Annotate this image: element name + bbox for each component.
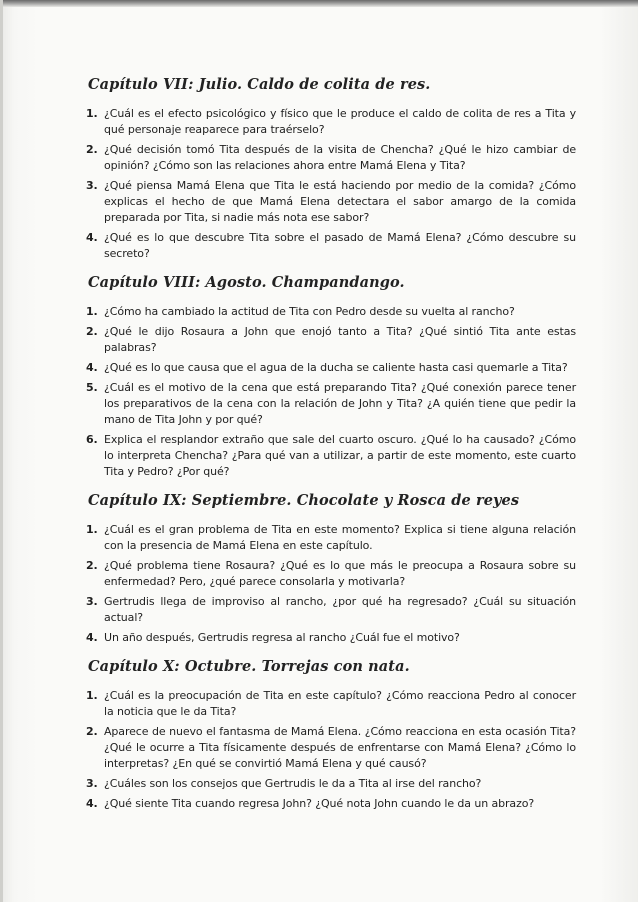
question-text: ¿Qué es lo que descubre Tita sobre el pasado de Mamá Elena? ¿Cómo descubre su secreto? xyxy=(104,231,576,260)
question-list xyxy=(86,106,576,262)
scan-top-edge xyxy=(0,0,638,7)
question-number: 3. xyxy=(86,777,98,790)
question-text: ¿Cuál es el efecto psicológico y físico que le produce el caldo de colita de res a Tita y qué personaje reaparece para traérselo? xyxy=(104,107,576,136)
question-text: ¿Qué siente Tita cuando regresa John? ¿Qué nota John cuando le da un abrazo? xyxy=(104,797,535,810)
question-number: 1. xyxy=(86,305,98,318)
question-number: 3. xyxy=(86,179,98,192)
question-item xyxy=(86,360,576,376)
question-number: 2. xyxy=(86,559,98,572)
question-number: 1. xyxy=(86,689,98,702)
question-item xyxy=(86,594,576,626)
question-item xyxy=(86,558,576,590)
section-chapter-10 xyxy=(86,658,576,812)
question-text: Explica el resplandor extraño que sale del cuarto oscuro. ¿Qué lo ha causado? ¿Cómo lo interpreta Chencha? ¿Para qué van a utilizar, a partir de este momento, este cuarto Tita y Pedro? ¿Por qué? xyxy=(104,433,576,478)
question-text: ¿Qué piensa Mamá Elena que Tita le está haciendo por medio de la comida? ¿Cómo explicas el hecho de que Mamá Elena detectara el sabor amargo de la comida preparada por Tita, si nadie más nota ese sabor? xyxy=(104,179,576,224)
question-text: Aparece de nuevo el fantasma de Mamá Elena. ¿Cómo reacciona en esta ocasión Tita? ¿Qué le ocurre a Tita físicamente después de enfrentarse con Mamá Elena? ¿Cómo lo interpretas? ¿En qué se convirtió Mamá Elena y qué causó? xyxy=(104,725,576,770)
question-text: ¿Qué le dijo Rosaura a John que enojó tanto a Tita? ¿Qué sintió Tita ante estas palabras? xyxy=(104,325,576,354)
section-chapter-8 xyxy=(86,274,576,480)
question-number: 4. xyxy=(86,631,98,644)
question-text: ¿Cómo ha cambiado la actitud de Tita con Pedro desde su vuelta al rancho? xyxy=(104,305,515,318)
question-item xyxy=(86,776,576,792)
question-text: ¿Qué decisión tomó Tita después de la visita de Chencha? ¿Qué le hizo cambiar de opinión? ¿Cómo son las relaciones ahora entre Mamá Elena y Tita? xyxy=(104,143,576,172)
question-text: ¿Cuál es el motivo de la cena que está preparando Tita? ¿Qué conexión parece tener los preparativos de la cena con la relación de John y Tita? ¿A quién tiene que pedir la mano de Tita John y por qué? xyxy=(104,381,576,426)
question-number: 5. xyxy=(86,381,98,394)
chapter-heading: Capítulo VIII: Agosto. Champandango. xyxy=(88,274,405,291)
question-item xyxy=(86,724,576,772)
question-text: ¿Qué es lo que causa que el agua de la ducha se caliente hasta casi quemarle a Tita? xyxy=(104,361,568,374)
question-text: ¿Cuál es la preocupación de Tita en este capítulo? ¿Cómo reacciona Pedro al conocer la noticia que le da Tita? xyxy=(104,689,576,718)
chapter-heading: Capítulo IX: Septiembre. Chocolate y Rosca de reyes xyxy=(88,492,520,509)
question-number: 4. xyxy=(86,231,98,244)
question-text: Un año después, Gertrudis regresa al rancho ¿Cuál fue el motivo? xyxy=(104,631,460,644)
question-list xyxy=(86,304,576,480)
question-number: 1. xyxy=(86,107,98,120)
chapter-heading: Capítulo VII: Julio. Caldo de colita de res. xyxy=(88,76,431,93)
question-text: ¿Cuáles son los consejos que Gertrudis le da a Tita al irse del rancho? xyxy=(104,777,482,790)
question-item xyxy=(86,688,576,720)
section-chapter-9 xyxy=(86,492,576,646)
question-number: 6. xyxy=(86,433,98,446)
question-item xyxy=(86,178,576,226)
question-number: 3. xyxy=(86,595,98,608)
question-item xyxy=(86,324,576,356)
question-number: 4. xyxy=(86,797,98,810)
question-item xyxy=(86,304,576,320)
question-item xyxy=(86,630,576,646)
question-number: 2. xyxy=(86,325,98,338)
question-list xyxy=(86,688,576,812)
question-number: 2. xyxy=(86,143,98,156)
question-number: 1. xyxy=(86,523,98,536)
question-item xyxy=(86,380,576,428)
question-item xyxy=(86,796,576,812)
question-text: ¿Cuál es el gran problema de Tita en este momento? Explica si tiene alguna relación con la presencia de Mamá Elena en este capítulo. xyxy=(104,523,576,552)
question-item xyxy=(86,142,576,174)
question-text: Gertrudis llega de improviso al rancho, ¿por qué ha regresado? ¿Cuál su situación actual? xyxy=(104,595,576,624)
chapter-heading: Capítulo X: Octubre. Torrejas con nata. xyxy=(88,658,410,675)
question-number: 2. xyxy=(86,725,98,738)
question-item xyxy=(86,522,576,554)
question-text: ¿Qué problema tiene Rosaura? ¿Qué es lo que más le preocupa a Rosaura sobre su enfermedad? Pero, ¿qué parece consolarla y motivarla? xyxy=(104,559,576,588)
question-number: 4. xyxy=(86,361,98,374)
section-chapter-7 xyxy=(86,76,576,262)
scan-left-edge xyxy=(0,0,3,902)
document-body xyxy=(86,76,576,824)
question-list xyxy=(86,522,576,646)
question-item xyxy=(86,230,576,262)
question-item xyxy=(86,106,576,138)
question-item xyxy=(86,432,576,480)
